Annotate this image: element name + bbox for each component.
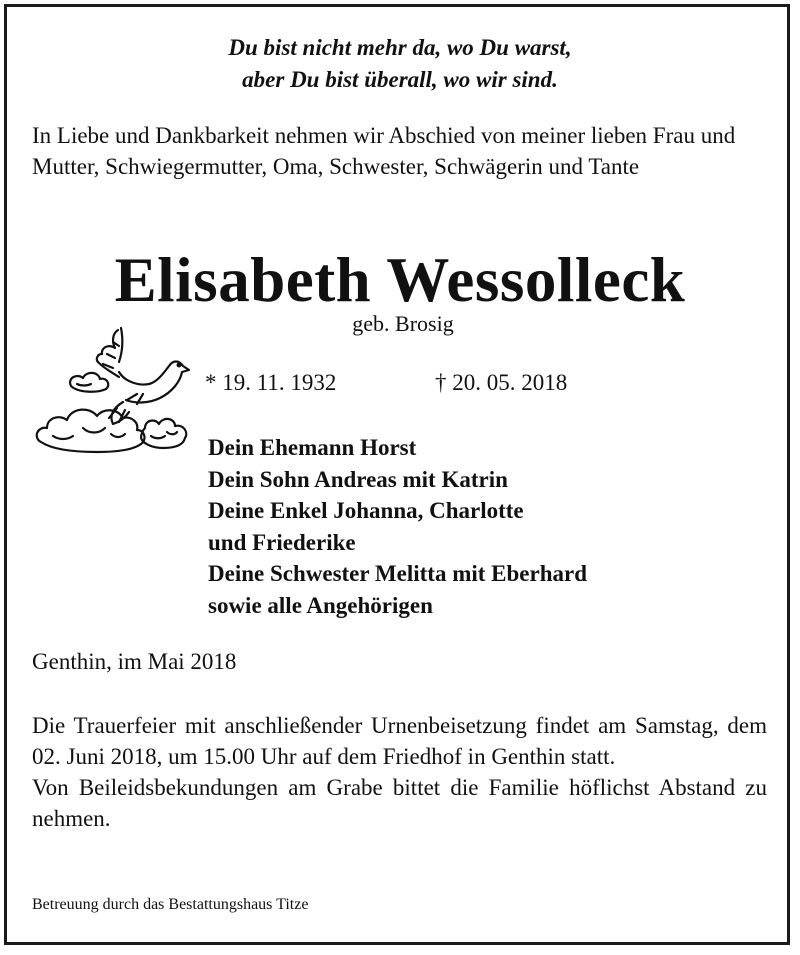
death-date: † 20. 05. 2018 [435,370,568,395]
service-paragraph-1: Die Trauerfeier mit anschließender Urnenbeisetzung findet am Samstag, dem 02. Juni 2018, um 15.00 Uhr auf dem Friedhof in Genthin statt. [32,713,767,769]
family-line: Dein Ehemann Horst [208,435,417,460]
family-line: Deine Schwester Melitta mit Eberhard [208,561,587,586]
motto-line-1: Du bist nicht mehr da, wo Du warst, [228,35,572,60]
family-line: sowie alle Angehörigen [208,592,433,618]
maiden-name: geb. Brosig [352,311,454,336]
dove-on-clouds-icon [33,324,195,464]
undertaker-credit: Betreuung durch das Bestattungshaus Titze [32,896,309,913]
deceased-name: Elisabeth Wessolleck [114,245,686,315]
family-line: und Friederike [208,529,356,555]
family-line: Dein Sohn Andreas mit Katrin [208,466,508,492]
place-and-date: Genthin, im Mai 2018 [32,649,237,674]
family-line: Deine Enkel Johanna, Charlotte [208,498,524,523]
service-notice [32,710,767,834]
service-paragraph-2: Von Beileidsbekundungen am Grabe bittet die Familie höflichst Abstand zu nehmen. [32,775,767,831]
family-list [208,432,587,621]
birth-date: * 19. 11. 1932 [205,370,337,395]
motto [0,32,800,96]
intro-text: In Liebe und Dankbarkeit nehmen wir Abschied von meiner lieben Frau und Mutter, Schwiegermutter, Oma, Schwester, Schwägerin und Tante [32,123,736,179]
motto-line-2: aber Du bist überall, wo wir sind. [242,67,558,92]
